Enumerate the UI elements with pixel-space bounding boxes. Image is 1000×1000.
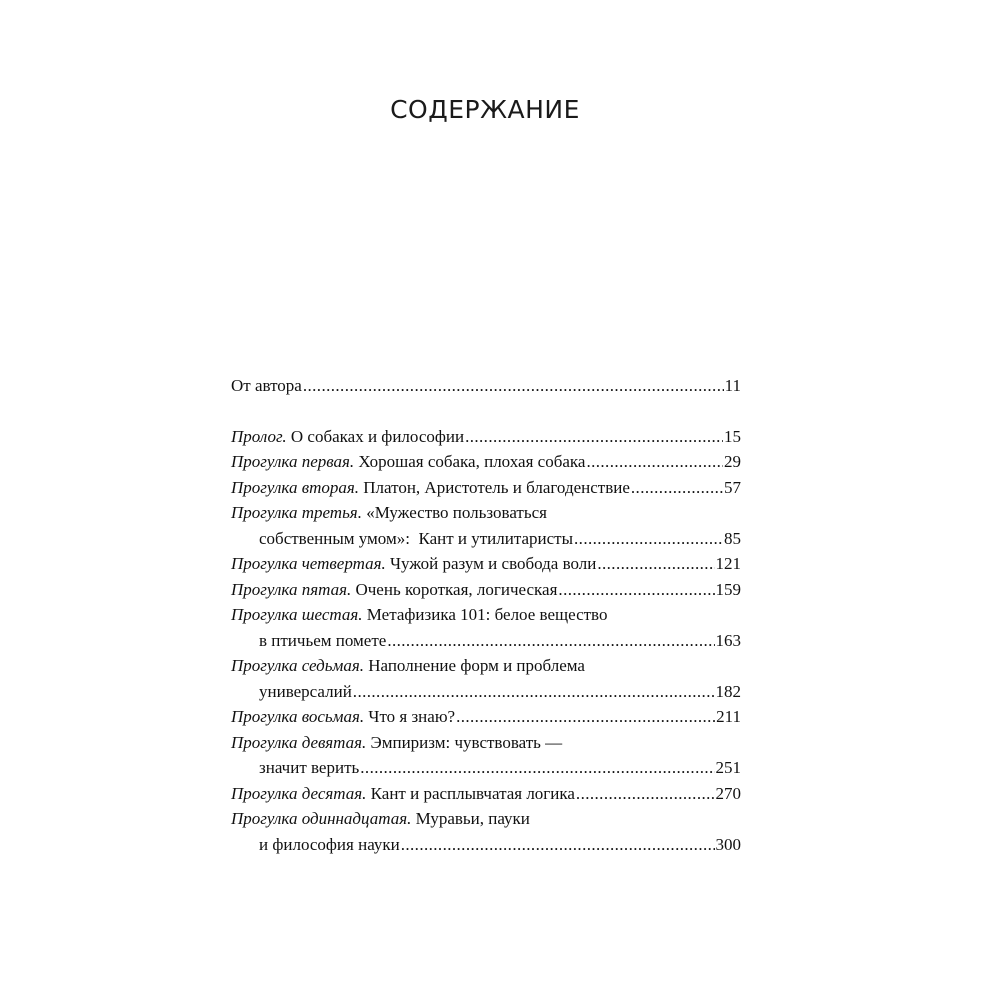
entry-title-continued: значит верить: [259, 758, 360, 777]
entry-label: Прогулка седьмая.: [231, 656, 364, 675]
page-number: 270: [715, 783, 741, 803]
entry-title: Кант и расплывчатая логика: [366, 783, 575, 803]
page-number: 121: [715, 554, 741, 573]
entry-label: Прогулка четвертая.: [231, 554, 386, 573]
table-of-contents: [231, 373, 741, 857]
entry-title: Муравьи, пауки: [411, 809, 530, 828]
entry-label: Прогулка шестая.: [231, 605, 363, 624]
entry-title: О собаках и философии: [286, 426, 465, 446]
dot-leader: [558, 577, 714, 603]
entry-title: Очень короткая, логическая: [351, 579, 558, 599]
entry-title: От автора: [231, 376, 302, 395]
dot-leader: [360, 755, 714, 781]
entry-label: Прогулка девятая.: [231, 732, 367, 752]
dot-leader: [631, 475, 723, 501]
toc-entry-walk-11: [231, 806, 741, 857]
dot-leader: [353, 679, 715, 705]
toc-entry-walk-2: [231, 475, 741, 501]
page-number: 300: [715, 834, 741, 854]
entry-title-continued: и философия науки: [259, 834, 400, 854]
page-number: 85: [724, 528, 741, 548]
dot-leader: [597, 551, 714, 577]
toc-entry-author: [231, 373, 741, 399]
toc-entry-walk-10: [231, 781, 741, 807]
page-number: 57: [724, 477, 741, 497]
entry-title-continued: собственным умом»: Кант и утилитаристы: [259, 528, 574, 548]
page-number: 182: [715, 681, 741, 701]
dot-leader: [574, 526, 723, 552]
entry-title: Метафизика 101: белое вещество: [362, 605, 608, 624]
page-title: СОДЕРЖАНИЕ: [390, 95, 580, 124]
dot-leader: [456, 704, 715, 730]
dot-leader: [303, 373, 724, 399]
toc-entry-walk-7: [231, 653, 741, 704]
entry-title-continued: универсалий: [259, 681, 352, 701]
dot-leader: [387, 628, 714, 654]
toc-entry-walk-4: [231, 551, 741, 577]
entry-title: Чужой разум и свобода воли: [385, 554, 597, 573]
page-number: 11: [724, 376, 741, 395]
entry-label: Прогулка третья.: [231, 503, 362, 522]
toc-entry-walk-6: [231, 602, 741, 653]
page-number: 163: [715, 630, 741, 650]
dot-leader: [576, 781, 715, 807]
entry-title: Хорошая собака, плохая собака: [354, 452, 586, 471]
dot-leader: [465, 424, 723, 450]
entry-title: «Мужество пользоваться: [361, 503, 547, 522]
toc-entry-prologue: [231, 424, 741, 450]
entry-label: Прогулка вторая.: [231, 477, 359, 497]
page-number: 159: [715, 579, 741, 599]
entry-title-continued: в птичьем помете: [259, 630, 387, 650]
page-number: 211: [716, 707, 741, 726]
toc-entry-walk-8: [231, 704, 741, 730]
dot-leader: [586, 449, 723, 475]
entry-title: Что я знаю?: [364, 707, 456, 726]
entry-title: Наполнение форм и проблема: [363, 656, 585, 675]
toc-entry-walk-1: [231, 449, 741, 475]
toc-entry-walk-5: [231, 577, 741, 603]
entry-label: Прогулка восьмая.: [231, 707, 365, 726]
entry-label: Прогулка первая.: [231, 452, 355, 471]
page-number: 29: [724, 452, 741, 471]
entry-label: Прогулка пятая.: [231, 579, 352, 599]
entry-title: Эмпиризм: чувствовать —: [366, 732, 563, 752]
dot-leader: [401, 832, 715, 858]
entry-title: Платон, Аристотель и благоденствие: [359, 477, 630, 497]
entry-label: Пролог.: [231, 426, 287, 446]
toc-entry-walk-9: [231, 730, 741, 781]
page-number: 15: [724, 426, 741, 446]
toc-entry-walk-3: [231, 500, 741, 551]
page-number: 251: [715, 758, 741, 777]
entry-label: Прогулка десятая.: [231, 783, 367, 803]
entry-label: Прогулка одиннадцатая.: [231, 809, 412, 828]
